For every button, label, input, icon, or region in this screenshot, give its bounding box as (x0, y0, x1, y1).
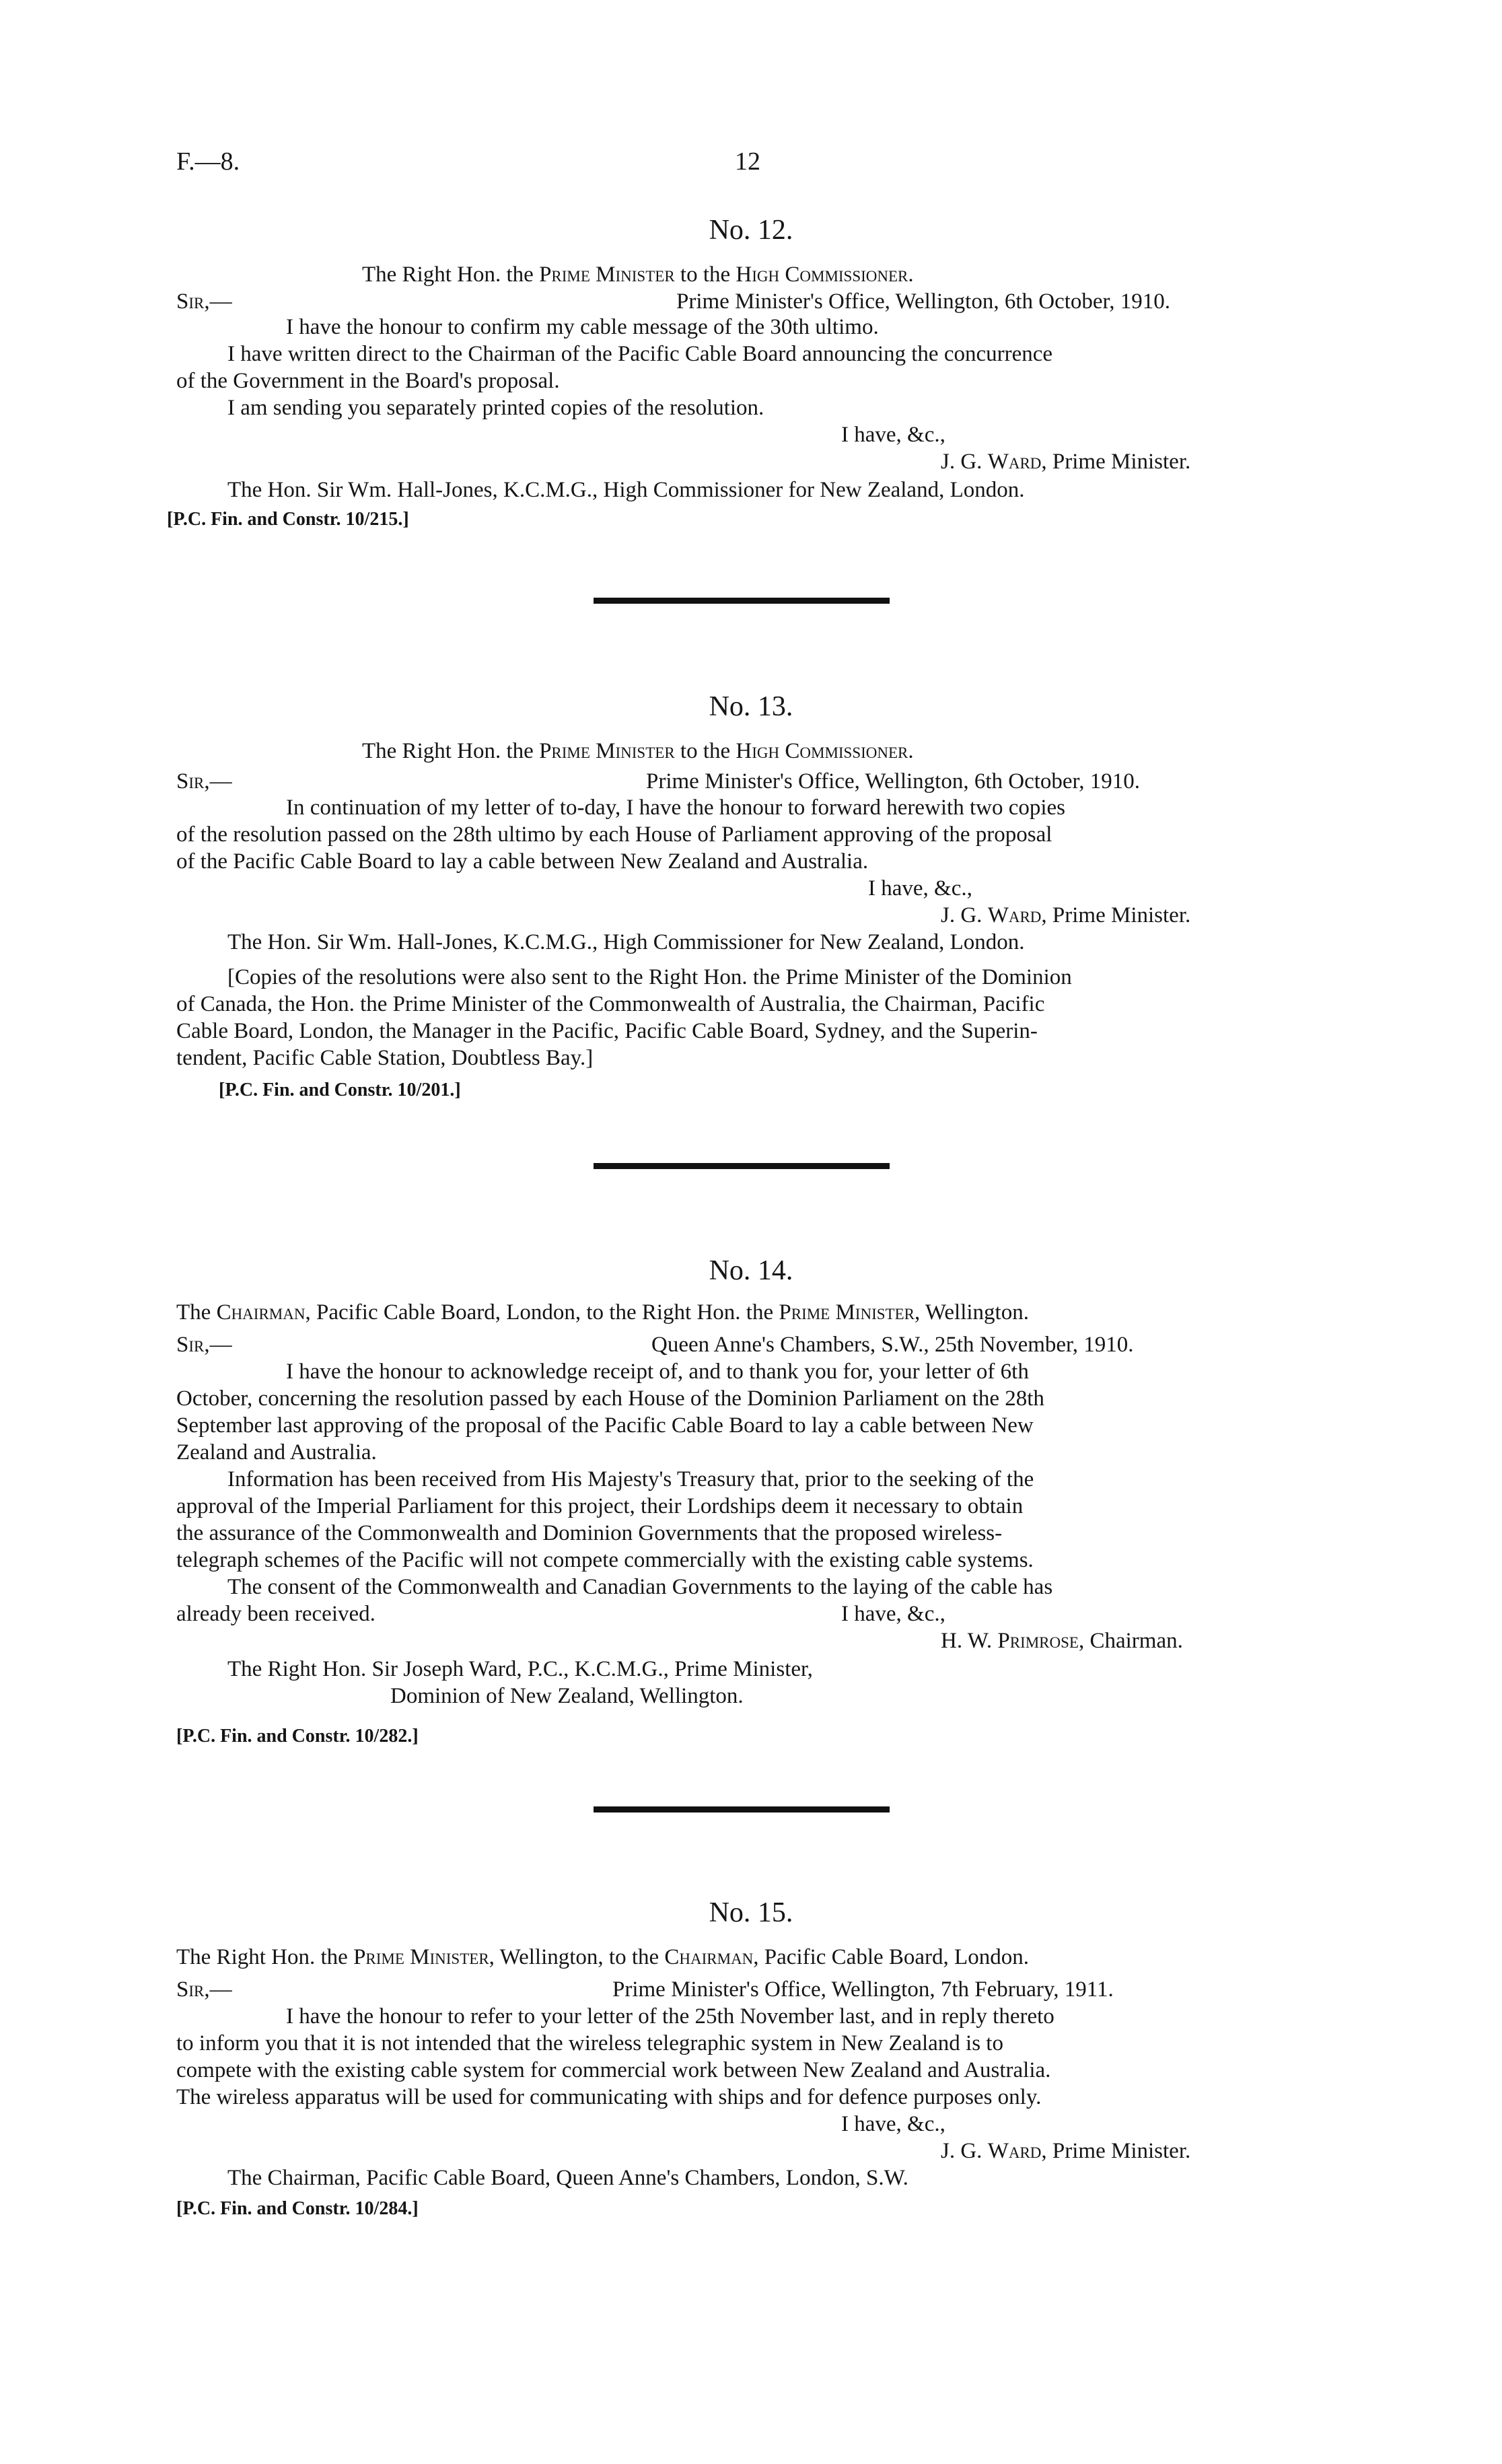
place-date: Prime Minister's Office, Wellington, 6th October, 1910. (646, 769, 1140, 794)
closing: I have, &c., (841, 423, 945, 447)
body-line: of the Government in the Board's proposal. (176, 369, 560, 393)
letter-number: No. 12. (709, 215, 793, 246)
addressee: The Hon. Sir Wm. Hall-Jones, K.C.M.G., High Commissioner for New Zealand, London. (227, 930, 1025, 954)
letter-number: No. 15. (709, 1897, 793, 1928)
signature: H. W. Primrose, Chairman. (941, 1629, 1183, 1653)
addressee-line-2: Dominion of New Zealand, Wellington. (390, 1684, 744, 1708)
note-line: of Canada, the Hon. the Prime Minister of the Commonwealth of Australia, the Chairman, Pacific (176, 992, 1045, 1016)
file-reference: [P.C. Fin. and Constr. 10/282.] (176, 1726, 419, 1747)
file-reference: [P.C. Fin. and Constr. 10/284.] (176, 2198, 419, 2219)
signature: J. G. Ward, Prime Minister. (941, 903, 1191, 927)
addressee: The Chairman, Pacific Cable Board, Queen Anne's Chambers, London, S.W. (227, 2166, 908, 2190)
body-line: October, concerning the resolution passed by each House of the Dominion Parliament on the 28th (176, 1386, 1044, 1411)
body-line: Zealand and Australia. (176, 1440, 377, 1465)
closing: I have, &c., (841, 2112, 945, 2136)
body-line: The wireless apparatus will be used for communicating with ships and for defence purposes only. (176, 2085, 1042, 2109)
body-line: I have the honour to refer to your letter of the 25th November last, and in reply thereto (286, 2004, 1054, 2029)
salutation: Sir,— (176, 1333, 232, 1357)
body-line: September last approving of the proposal of the Pacific Cable Board to lay a cable between New (176, 1413, 1034, 1438)
letter-heading: The Chairman, Pacific Cable Board, London, to the Right Hon. the Prime Minister, Wellington. (176, 1300, 1029, 1325)
file-reference: [P.C. Fin. and Constr. 10/201.] (219, 1080, 461, 1100)
body-line: I have the honour to confirm my cable message of the 30th ultimo. (286, 315, 879, 339)
body-line: In continuation of my letter of to-day, I have the honour to forward herewith two copies (286, 796, 1066, 820)
salutation: Sir,— (176, 289, 232, 314)
letter-number: No. 14. (709, 1255, 793, 1286)
place-date: Prime Minister's Office, Wellington, 7th February, 1911. (612, 1977, 1114, 2002)
body-line: approval of the Imperial Parliament for this project, their Lordships deem it necessary to obtain (176, 1494, 1024, 1518)
closing: I have, &c., (868, 876, 972, 901)
letter-number: No. 13. (709, 691, 793, 722)
place-date: Queen Anne's Chambers, S.W., 25th November, 1910. (651, 1333, 1134, 1357)
closing: I have, &c., (841, 1602, 945, 1626)
addressee: The Hon. Sir Wm. Hall-Jones, K.C.M.G., High Commissioner for New Zealand, London. (227, 478, 1025, 502)
salutation: Sir,— (176, 769, 232, 794)
body-line: compete with the existing cable system for commercial work between New Zealand and Australia. (176, 2058, 1051, 2082)
signature: J. G. Ward, Prime Minister. (941, 2139, 1191, 2163)
place-date: Prime Minister's Office, Wellington, 6th October, 1910. (676, 289, 1170, 314)
note-line: tendent, Pacific Cable Station, Doubtless Bay.] (176, 1046, 594, 1070)
signature: J. G. Ward, Prime Minister. (941, 450, 1191, 474)
body-line: I am sending you separately printed copies of the resolution. (227, 396, 764, 420)
body-line: Information has been received from His Majesty's Treasury that, prior to the seeking of the (227, 1467, 1034, 1491)
divider-rule (594, 598, 890, 604)
body-line: I have written direct to the Chairman of the Pacific Cable Board announcing the concurrence (227, 342, 1053, 366)
body-line: telegraph schemes of the Pacific will not compete commercially with the existing cable systems. (176, 1548, 1034, 1572)
divider-rule (594, 1163, 890, 1169)
letter-heading: The Right Hon. the Prime Minister, Wellington, to the Chairman, Pacific Cable Board, London. (176, 1945, 1029, 1969)
letter-heading: The Right Hon. the Prime Minister to the High Commissioner. (362, 262, 914, 287)
addressee: The Right Hon. Sir Joseph Ward, P.C., K.C.M.G., Prime Minister, (227, 1657, 813, 1681)
note-line: [Copies of the resolutions were also sent to the Right Hon. the Prime Minister of the Dominion (227, 965, 1072, 989)
body-line: already been received. (176, 1602, 376, 1626)
document-code: F.—8. (176, 147, 240, 176)
body-line: of the resolution passed on the 28th ultimo by each House of Parliament approving of the proposal (176, 822, 1052, 847)
letter-heading: The Right Hon. the Prime Minister to the High Commissioner. (362, 739, 914, 763)
body-line: I have the honour to acknowledge receipt of, and to thank you for, your letter of 6th (286, 1360, 1029, 1384)
file-reference: [P.C. Fin. and Constr. 10/215.] (167, 509, 409, 530)
body-line: The consent of the Commonwealth and Canadian Governments to the laying of the cable has (227, 1575, 1053, 1599)
salutation: Sir,— (176, 1977, 232, 2002)
note-line: Cable Board, London, the Manager in the Pacific, Pacific Cable Board, Sydney, and the Superin- (176, 1019, 1038, 1043)
divider-rule (594, 1806, 890, 1812)
page-number: 12 (735, 147, 760, 176)
body-line: to inform you that it is not intended that the wireless telegraphic system in New Zealand is to (176, 2031, 1003, 2055)
body-line: of the Pacific Cable Board to lay a cable between New Zealand and Australia. (176, 849, 869, 874)
body-line: the assurance of the Commonwealth and Dominion Governments that the proposed wireless- (176, 1521, 1003, 1545)
